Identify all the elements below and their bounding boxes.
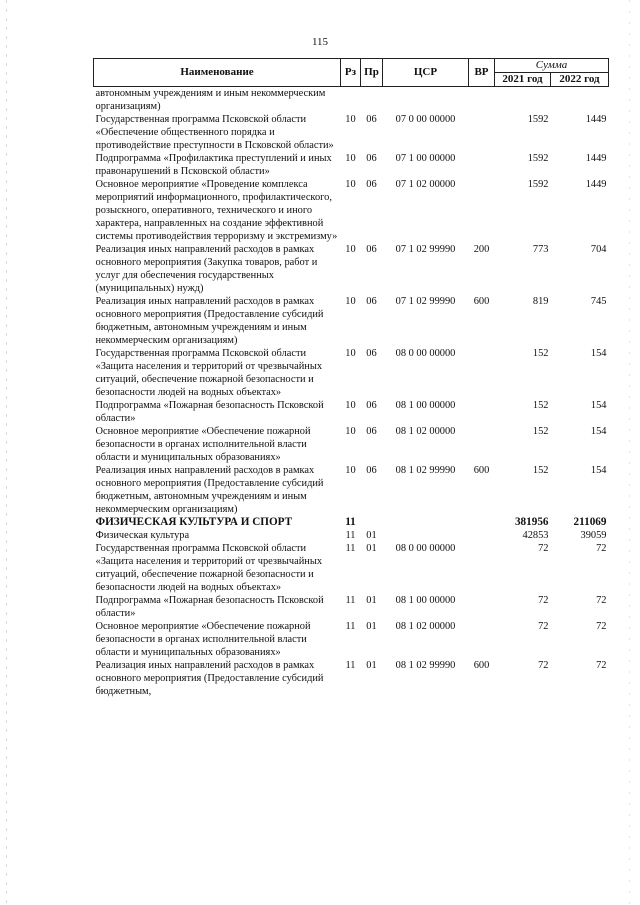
row-csr: 07 1 02 99990 (395, 296, 456, 307)
col-header-name: Наименование (94, 59, 341, 87)
row-rz: 10 (345, 153, 356, 164)
row-sum-2022: 704 (590, 244, 607, 255)
row-name: Реализация иных направлений расходов в рамках основного мероприятия (Предоставление субсидий бюджетным, автономным учреждениям и иным некоммерческим организациям) (95, 465, 324, 515)
row-vr (469, 594, 495, 620)
row-csr: 08 1 02 00000 (395, 621, 456, 632)
row-name: Государственная программа Псковской области «Обеспечение общественного порядка и противодействие преступности в Псковской области» (95, 114, 334, 151)
col-header-vr: ВР (469, 59, 495, 87)
scan-edge-right (629, 0, 630, 905)
row-rz: 10 (345, 244, 356, 255)
col-header-sum: Сумма (495, 59, 609, 73)
table-row (94, 516, 609, 529)
row-pr: 06 (366, 296, 377, 307)
row-sum-2022: 745 (590, 296, 607, 307)
row-rz: 11 (345, 595, 356, 606)
row-sum-2021: 72 (538, 543, 549, 554)
row-rz: 10 (345, 426, 356, 437)
row-vr (469, 399, 495, 425)
row-name: Основное мероприятие «Обеспечение пожарной безопасности в органах исполнительной власти области и муниципальных образованиях» (95, 621, 311, 658)
scan-edge-left (6, 0, 7, 905)
row-pr: 06 (366, 114, 377, 125)
table-row (94, 295, 609, 347)
row-csr: 07 1 00 00000 (395, 153, 456, 164)
row-vr (469, 529, 495, 542)
col-header-rz: Рз (341, 59, 361, 87)
row-sum-2022: 72 (596, 660, 607, 671)
col-header-2021: 2021 год (495, 73, 551, 87)
row-pr: 06 (366, 426, 377, 437)
row-sum-2022: 1449 (585, 114, 607, 125)
page-number: 115 (311, 36, 329, 48)
row-sum-2021: 72 (538, 660, 549, 671)
row-name: Подпрограмма «Пожарная безопасность Псковской области» (95, 400, 324, 424)
row-sum-2021: 1592 (527, 114, 549, 125)
row-csr: 07 1 02 00000 (395, 179, 456, 190)
row-sum-2021: 152 (532, 426, 549, 437)
header-row (94, 59, 609, 73)
table-row (94, 620, 609, 659)
table-row (94, 594, 609, 620)
row-vr: 600 (473, 465, 490, 476)
row-vr: 200 (473, 244, 490, 255)
row-sum-2021: 819 (532, 296, 549, 307)
row-sum-2021: 42853 (522, 530, 549, 541)
row-pr: 06 (366, 348, 377, 359)
row-pr (361, 87, 383, 114)
row-sum-2022: 72 (596, 543, 607, 554)
row-vr: 600 (473, 296, 490, 307)
row-sum-2022: 39059 (580, 530, 607, 541)
row-sum-2022 (551, 87, 609, 114)
row-sum-2021: 773 (532, 244, 549, 255)
row-pr: 06 (366, 153, 377, 164)
row-name: автономным учреждениям и иным некоммерческим организациям) (95, 88, 326, 112)
row-sum-2021: 1592 (527, 153, 549, 164)
row-sum-2021: 1592 (527, 179, 549, 190)
row-name: ФИЗИЧЕСКАЯ КУЛЬТУРА И СПОРТ (95, 516, 293, 528)
row-sum-2021 (495, 87, 551, 114)
row-pr: 06 (366, 400, 377, 411)
row-vr (469, 152, 495, 178)
row-rz: 10 (345, 114, 356, 125)
row-vr (469, 87, 495, 114)
row-csr (383, 529, 469, 542)
table-row (94, 542, 609, 594)
row-pr: 01 (366, 595, 377, 606)
row-name: Реализация иных направлений расходов в рамках основного мероприятия (Предоставление субсидий бюджетным, автономным учреждениям и иным некоммерческим организациям) (95, 296, 324, 346)
table-row (94, 87, 609, 114)
row-name: Подпрограмма «Профилактика преступлений и иных правонарушений в Псковской области» (95, 153, 332, 177)
row-csr (383, 516, 469, 529)
row-rz: 10 (345, 296, 356, 307)
row-sum-2021: 72 (538, 595, 549, 606)
row-name: Реализация иных направлений расходов в рамках основного мероприятия (Закупка товаров, работ и услуг для обеспечения государственных (муниципальных) нужд) (95, 244, 318, 294)
row-pr: 06 (366, 179, 377, 190)
row-rz: 10 (345, 179, 356, 190)
row-rz: 10 (345, 348, 356, 359)
row-name: Основное мероприятие «Проведение комплекса мероприятий информационного, профилактического, розыскного, оперативного, технического и иного характера, направленных на создание эффективной системы противодействия терроризму и экстремизму» (95, 179, 338, 242)
row-vr (469, 425, 495, 464)
row-name: Реализация иных направлений расходов в рамках основного мероприятия (Предоставление субсидий бюджетным, (95, 660, 324, 697)
table-row (94, 659, 609, 698)
table-row (94, 529, 609, 542)
row-rz: 10 (345, 400, 356, 411)
row-csr: 07 1 02 99990 (395, 244, 456, 255)
row-sum-2021: 152 (532, 348, 549, 359)
row-pr: 01 (366, 660, 377, 671)
row-csr: 08 0 00 00000 (395, 348, 456, 359)
row-csr (383, 87, 469, 114)
row-sum-2022: 154 (590, 400, 607, 411)
row-sum-2021: 72 (538, 621, 549, 632)
row-name: Подпрограмма «Пожарная безопасность Псковской области» (95, 595, 324, 619)
row-vr: 600 (473, 660, 490, 671)
table-row (94, 425, 609, 464)
row-sum-2021: 152 (532, 465, 549, 476)
table-row (94, 152, 609, 178)
row-sum-2021: 381956 (514, 516, 549, 528)
row-vr (469, 178, 495, 243)
row-vr (469, 516, 495, 529)
row-vr (469, 542, 495, 594)
row-name: Основное мероприятие «Обеспечение пожарной безопасности в органах исполнительной власти области и муниципальных образованиях» (95, 426, 311, 463)
col-header-pr: Пр (361, 59, 383, 87)
row-pr: 06 (366, 244, 377, 255)
row-sum-2022: 1449 (585, 179, 607, 190)
row-csr: 08 1 02 00000 (395, 426, 456, 437)
budget-table (93, 58, 609, 698)
row-sum-2022: 72 (596, 595, 607, 606)
row-name: Государственная программа Псковской области «Защита населения и территорий от чрезвычайных ситуаций, обеспечение пожарной безопасности и безопасности людей на водных объектах» (95, 348, 323, 398)
row-rz: 10 (345, 465, 356, 476)
row-rz: 11 (345, 543, 356, 554)
row-vr (469, 620, 495, 659)
row-pr (361, 516, 383, 529)
row-sum-2022: 154 (590, 426, 607, 437)
row-sum-2022: 211069 (573, 516, 607, 528)
row-csr: 08 1 02 99990 (395, 465, 456, 476)
row-pr: 01 (366, 621, 377, 632)
row-csr: 08 1 00 00000 (395, 400, 456, 411)
row-sum-2021: 152 (532, 400, 549, 411)
row-csr: 08 1 02 99990 (395, 660, 456, 671)
row-csr: 08 1 00 00000 (395, 595, 456, 606)
row-rz: 11 (345, 660, 356, 671)
col-header-2022: 2022 год (551, 73, 609, 87)
row-pr: 01 (366, 530, 377, 541)
table-body (94, 87, 609, 699)
table-row (94, 178, 609, 243)
row-sum-2022: 154 (590, 465, 607, 476)
row-rz: 11 (345, 530, 356, 541)
row-csr: 07 0 00 00000 (395, 114, 456, 125)
row-pr: 01 (366, 543, 377, 554)
row-name: Государственная программа Псковской области «Защита населения и территорий от чрезвычайных ситуаций, обеспечение пожарной безопасности и безопасности людей на водных объектах» (95, 543, 323, 593)
row-sum-2022: 154 (590, 348, 607, 359)
table-row (94, 399, 609, 425)
row-vr (469, 347, 495, 399)
table-row (94, 464, 609, 516)
table-row (94, 113, 609, 152)
row-sum-2022: 72 (596, 621, 607, 632)
col-header-csr: ЦСР (383, 59, 469, 87)
table-row (94, 347, 609, 399)
row-name: Физическая культура (95, 530, 190, 541)
row-csr: 08 0 00 00000 (395, 543, 456, 554)
row-vr (469, 113, 495, 152)
table-row (94, 243, 609, 295)
row-rz: 11 (345, 516, 356, 528)
row-rz: 11 (345, 621, 356, 632)
row-rz (341, 87, 361, 114)
row-pr: 06 (366, 465, 377, 476)
row-sum-2022: 1449 (585, 153, 607, 164)
